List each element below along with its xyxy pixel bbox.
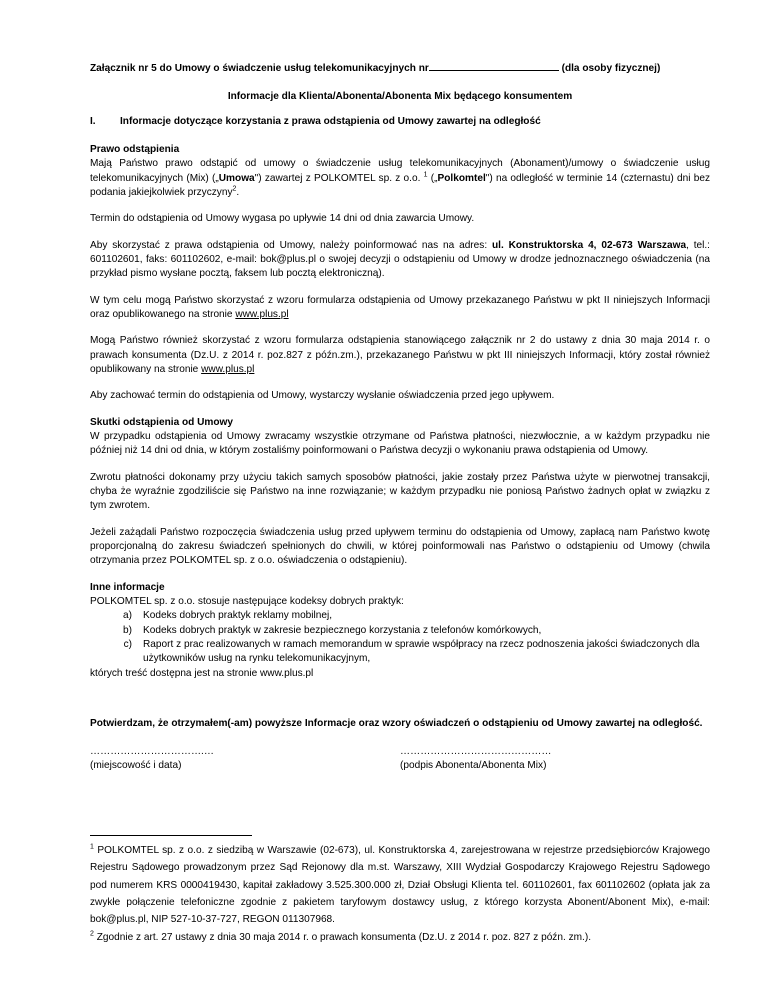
effects-paragraph-1: W przypadku odstąpienia od Umowy zwracamy wszystkie otrzymane od Państwa płatności, niezwłocznie, a w każdym przypadku nie później niż 14 dni od dnia, w którym zostaliśmy poinformowani o Państwa decyzji o wykonaniu prawa odstąpienia od Umowy. — [90, 430, 710, 457]
contract-number-blank — [429, 61, 559, 71]
right-heading: Prawo odstąpienia — [90, 143, 180, 155]
codes-list — [90, 609, 710, 666]
right-paragraph-2: Termin do odstąpienia od Umowy wygasa po upływie 14 dni od dnia zawarcia Umowy. — [90, 213, 475, 225]
section-title: Informacje dotyczące korzystania z prawa odstąpienia od Umowy zawartej na odległość — [120, 115, 541, 127]
confirmation-statement: Potwierdzam, że otrzymałem(-am) powyższe Informacje oraz wzory oświadczeń o odstąpieniu od Umowy zawartej na odległość. — [90, 717, 703, 729]
section-heading — [90, 115, 710, 129]
document-body — [90, 60, 710, 774]
list-item: b) Kodeks dobrych praktyk w zakresie bezpiecznego korzystania z telefonów komórkowych, — [123, 624, 542, 636]
right-paragraph-6: Aby zachować termin do odstąpienia od Umowy, wystarczy wysłanie oświadczenia przed jego upływem. — [90, 390, 555, 402]
footnote-2: $^2$ Zgodnie z art. 27 ustawy z dnia 30 maja 2014 r. o prawach konsumenta (Dz.U. z 2014 r. poz. 827 z późn. zm.). — [90, 930, 591, 943]
other-outro: których treść dostępna jest na stronie www.plus.pl — [90, 667, 314, 679]
plus-link[interactable]: www.plus.pl — [235, 308, 289, 320]
list-item: a) Kodeks dobrych praktyk reklamy mobilnej, — [123, 610, 333, 622]
other-intro: POLKOMTEL sp. z o.o. stosuje następujące kodeksy dobrych praktyk: — [90, 595, 404, 607]
list-item: c) Raport z prac realizowanych w ramach memorandum w sprawie współpracy na rzecz podnoszenia jakości świadczonych dla użytkowników usług na rynku telekomunikacyjnym, — [123, 638, 700, 665]
footnote-separator — [90, 835, 252, 836]
signature-field: ……………………………………… (podpis Abonenta/Abonenta Mix) — [400, 746, 552, 772]
document-subtitle: Informacje dla Klienta/Abonenta/Abonenta Mix będącego konsumentem — [227, 91, 573, 103]
right-paragraph-1: Mają Państwo prawo odstąpić od umowy o świadczenie usług telekomunikacyjnych (Abonament)/umowy o świadczenie usług telekomunikacyjnych (Mix) („Umowa") zawartej z POLKOMTEL sp. z o.o. $^1$ („Polkomtel") na odległość w terminie 14 (czternastu) dni bez podania jakiejkolwiek przyczyny$^2$. — [90, 158, 710, 198]
effects-heading: Skutki odstąpienia od Umowy — [90, 416, 234, 428]
place-date-field: …………………………….… (miejscowość i data) — [90, 746, 214, 772]
document-title: Załącznik nr 5 do Umowy o świadczenie usług telekomunikacyjnych nr (dla osoby fizycznej) — [90, 63, 661, 74]
right-paragraph-5: Mogą Państwo również skorzystać z wzoru formularza odstąpienia stanowiącego załącznik nr 2 do ustawy z dnia 30 maja 2014 r. o prawach konsumenta (Dz.U. z 2014 r. poz.827 z późn.zm.), przekazanego Państwu w pkt III niniejszych Informacji, który został również opublikowany na stronie www.plus.pl — [90, 335, 710, 375]
right-paragraph-3: Aby skorzystać z prawa odstąpienia od Umowy, należy poinformować nas na adres: ul. Konstruktorska 4, 02-673 Warszawa, tel.: 601102601, faks: 601102602, e-mail: bok@plus.pl o swojej decyzji o odstąpieniu od Umowy w drodze jednoznacznego oświadczenia (na przykład pismo wysłane pocztą, faksem lub pocztą elektroniczną). — [90, 239, 710, 280]
effects-paragraph-2: Zwrotu płatności dokonamy przy użyciu takich samych sposobów płatności, jakie zostały przez Państwa użyte w pierwotnej transakcji, chyba że wyraźnie zgodziliście się Państwo na inne rozwiązanie; w każdym przypadku nie poniosą Państwo żadnych opłat w związku z tym zwrotem. — [90, 471, 710, 512]
footnotes — [90, 842, 710, 946]
plus-link[interactable]: www.plus.pl — [201, 363, 255, 375]
other-heading: Inne informacje — [90, 581, 165, 593]
footnote-1: $^1$ POLKOMTEL sp. z o.o. z siedzibą w Warszawie (02-673), ul. Konstruktorska 4, zarejestrowana w rejestrze przedsiębiorców Krajowego Rejestru Sądowego prowadzonym przez Sąd Rejonowy dla m.st. Warszawy, XIII Wydział Gospodarczy Krajowego Rejestru Sądowego pod numerem KRS 0000419430, kapitał zakładowy 3.525.300.000 zł, Dział Obsługi Klienta tel. 601102601, fax 601102602 (opłata jak za zwykłe połączenie telefoniczne zgodnie z pakietem taryfowym dostawcy usług, z którego korzysta Abonent/Abonent Mix), e-mail: bok@plus.pl, NIP 527-10-37-727, REGON 011307968. — [90, 843, 710, 926]
signature-block — [90, 745, 710, 774]
effects-paragraph-3: Jeżeli zażądali Państwo rozpoczęcia świadczenia usług przed upływem terminu do odstąpienia od Umowy, zapłacą nam Państwo kwotę proporcjonalną do zakresu świadczeń spełnionych do chwili, w której poinformowali nas Państwo o odstąpieniu od Umowy (chwila otrzymania przez POLKOMTEL sp. z o.o. oświadczenia o odstąpieniu). — [90, 526, 710, 567]
section-number: I. — [90, 115, 96, 127]
right-paragraph-4: W tym celu mogą Państwo skorzystać z wzoru formularza odstąpienia od Umowy przekazanego Państwu w pkt II niniejszych Informacji oraz opublikowanego na stronie www.plus.pl — [90, 294, 710, 320]
